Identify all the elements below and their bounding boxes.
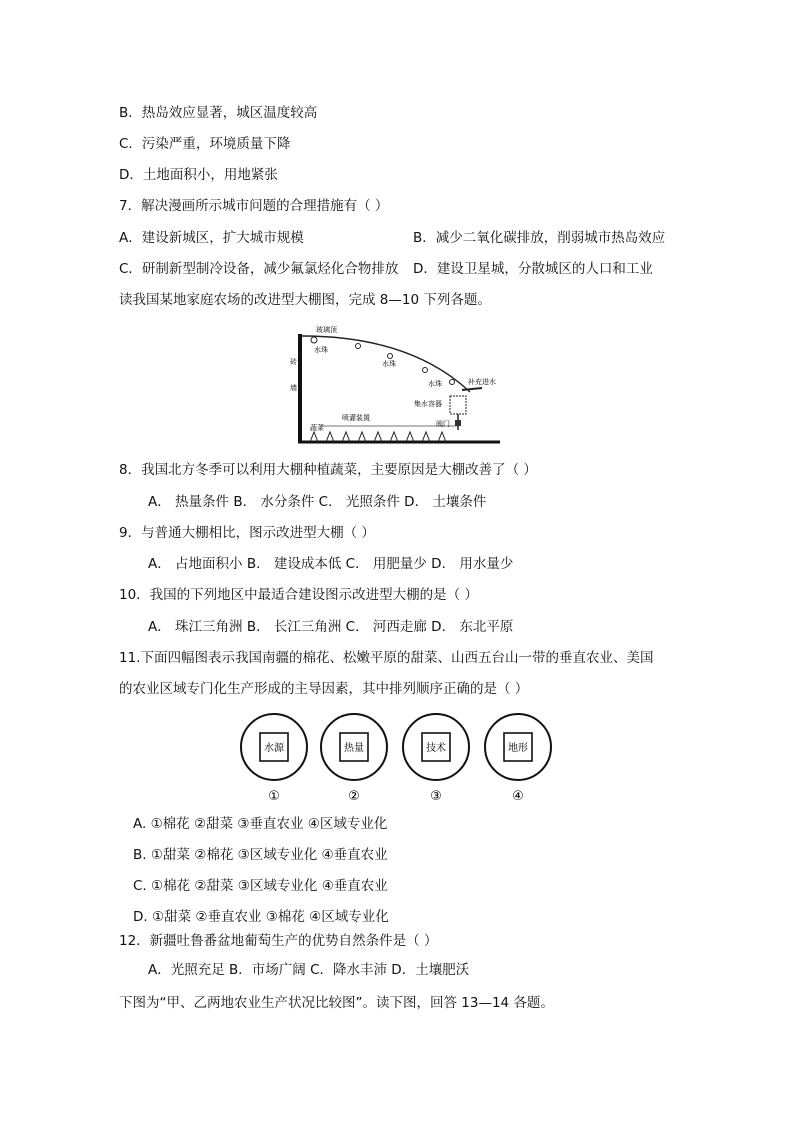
q8-options: A． 热量条件 B． 水分条件 C． 光照条件 D． 土壤条件	[148, 494, 487, 510]
q11-option-b: B. ①甜菜 ②棉花 ③区域专业化 ④垂直农业	[133, 847, 388, 863]
question-7: 7．解决漫画所示城市问题的合理措施有（ ）	[119, 198, 389, 214]
droplet-mark	[423, 368, 428, 373]
q11-option-d: D. ①甜菜 ②垂直农业 ③棉花 ④区域专业化	[133, 909, 389, 925]
question-12: 12．新疆吐鲁番盆地葡萄生产的优势自然条件是（ ）	[119, 933, 438, 949]
q7-option-a: A．建设新城区，扩大城市规模	[119, 230, 304, 246]
q7-option-b: B．减少二氧化碳排放，削弱城市热岛效应	[413, 230, 666, 246]
label-glass-roof: 玻璃顶	[316, 326, 337, 334]
q7-option-d: D．建设卫星城，分散城区的人口和工业	[413, 261, 653, 277]
q11-option-c: C. ①棉花 ②甜菜 ③区域专业化 ④垂直农业	[133, 878, 388, 894]
label-vegetable: 蔬菜	[310, 424, 324, 432]
factor-2	[321, 714, 387, 804]
droplet-mark	[450, 380, 455, 385]
collector-box	[450, 396, 466, 414]
question-10: 10．我国的下列地区中最适合建设图示改进型大棚的是（ ）	[119, 587, 478, 603]
label-valve: 阀门	[436, 420, 450, 428]
label-brick: 砖	[290, 358, 297, 366]
label-collector: 集水容器	[414, 400, 442, 408]
question-8: 8．我国北方冬季可以利用大棚种植蔬菜，主要原因是大棚改善了（ ）	[119, 462, 537, 478]
q9-options: A． 占地面积小 B． 建设成本低 C． 用肥量少 D． 用水量少	[148, 556, 514, 572]
factor-2-num: ②	[348, 789, 360, 804]
factor-4-num: ④	[512, 789, 524, 804]
greenhouse-diagram	[290, 322, 510, 452]
factor-2-label: 热量	[344, 743, 364, 754]
q10-options: A． 珠江三角洲 B． 长江三角洲 C． 河西走廊 D． 东北平原	[148, 619, 514, 635]
factor-1-label: 水源	[264, 743, 284, 754]
label-sprayer: 喷灌装置	[342, 414, 370, 422]
q11-option-a: A. ①棉花 ②甜菜 ③垂直农业 ④区域专业化	[133, 816, 388, 832]
question-11-line2: 的农业区域专门化生产形成的主导因素，其中排列顺序正确的是（ ）	[119, 681, 529, 697]
factor-3-num: ③	[430, 789, 442, 804]
factor-1	[241, 714, 307, 804]
question-9: 9．与普通大棚相比，图示改进型大棚（ ）	[119, 525, 375, 541]
intro-13-14: 下图为“甲、乙两地农业生产状况比较图”。读下图，回答 13—14 各题。	[119, 995, 554, 1011]
factor-3	[403, 714, 469, 804]
question-11-line1: 11.下面四幅图表示我国南疆的棉花、松嫩平原的甜菜、山西五台山一带的垂直农业、美国	[119, 650, 654, 666]
factor-3-label: 技术	[426, 743, 446, 754]
q7-option-c: C．研制新型制冷设备，减少氟氯烃化合物排放	[119, 261, 399, 277]
q12-options: A．光照充足 B．市场广阔 C．降水丰沛 D．土壤肥沃	[148, 962, 470, 978]
intro-8-10: 读我国某地家庭农场的改进型大棚图，完成 8—10 下列各题。	[119, 292, 491, 308]
q6-option-c: C．污染严重，环境质量下降	[119, 136, 291, 152]
factor-4-label: 地形	[508, 743, 528, 754]
factor-4	[485, 714, 551, 804]
label-droplet-2: 水珠	[382, 360, 396, 368]
label-droplet-3: 水珠	[428, 380, 442, 388]
factor-circles	[238, 712, 558, 808]
label-wall: 墙	[290, 384, 297, 392]
q6-option-d: D．土地面积小，用地紧张	[119, 167, 278, 183]
brick-wall	[298, 334, 302, 442]
droplet-mark	[388, 354, 393, 359]
droplet-mark	[311, 337, 317, 343]
label-refill: 补充进水	[468, 378, 496, 386]
q6-option-b: B．热岛效应显著，城区温度较高	[119, 105, 318, 121]
label-droplet-1: 水珠	[314, 346, 328, 354]
factor-1-num: ①	[268, 789, 280, 804]
valve-mark	[455, 420, 461, 426]
droplet-mark	[356, 344, 361, 349]
